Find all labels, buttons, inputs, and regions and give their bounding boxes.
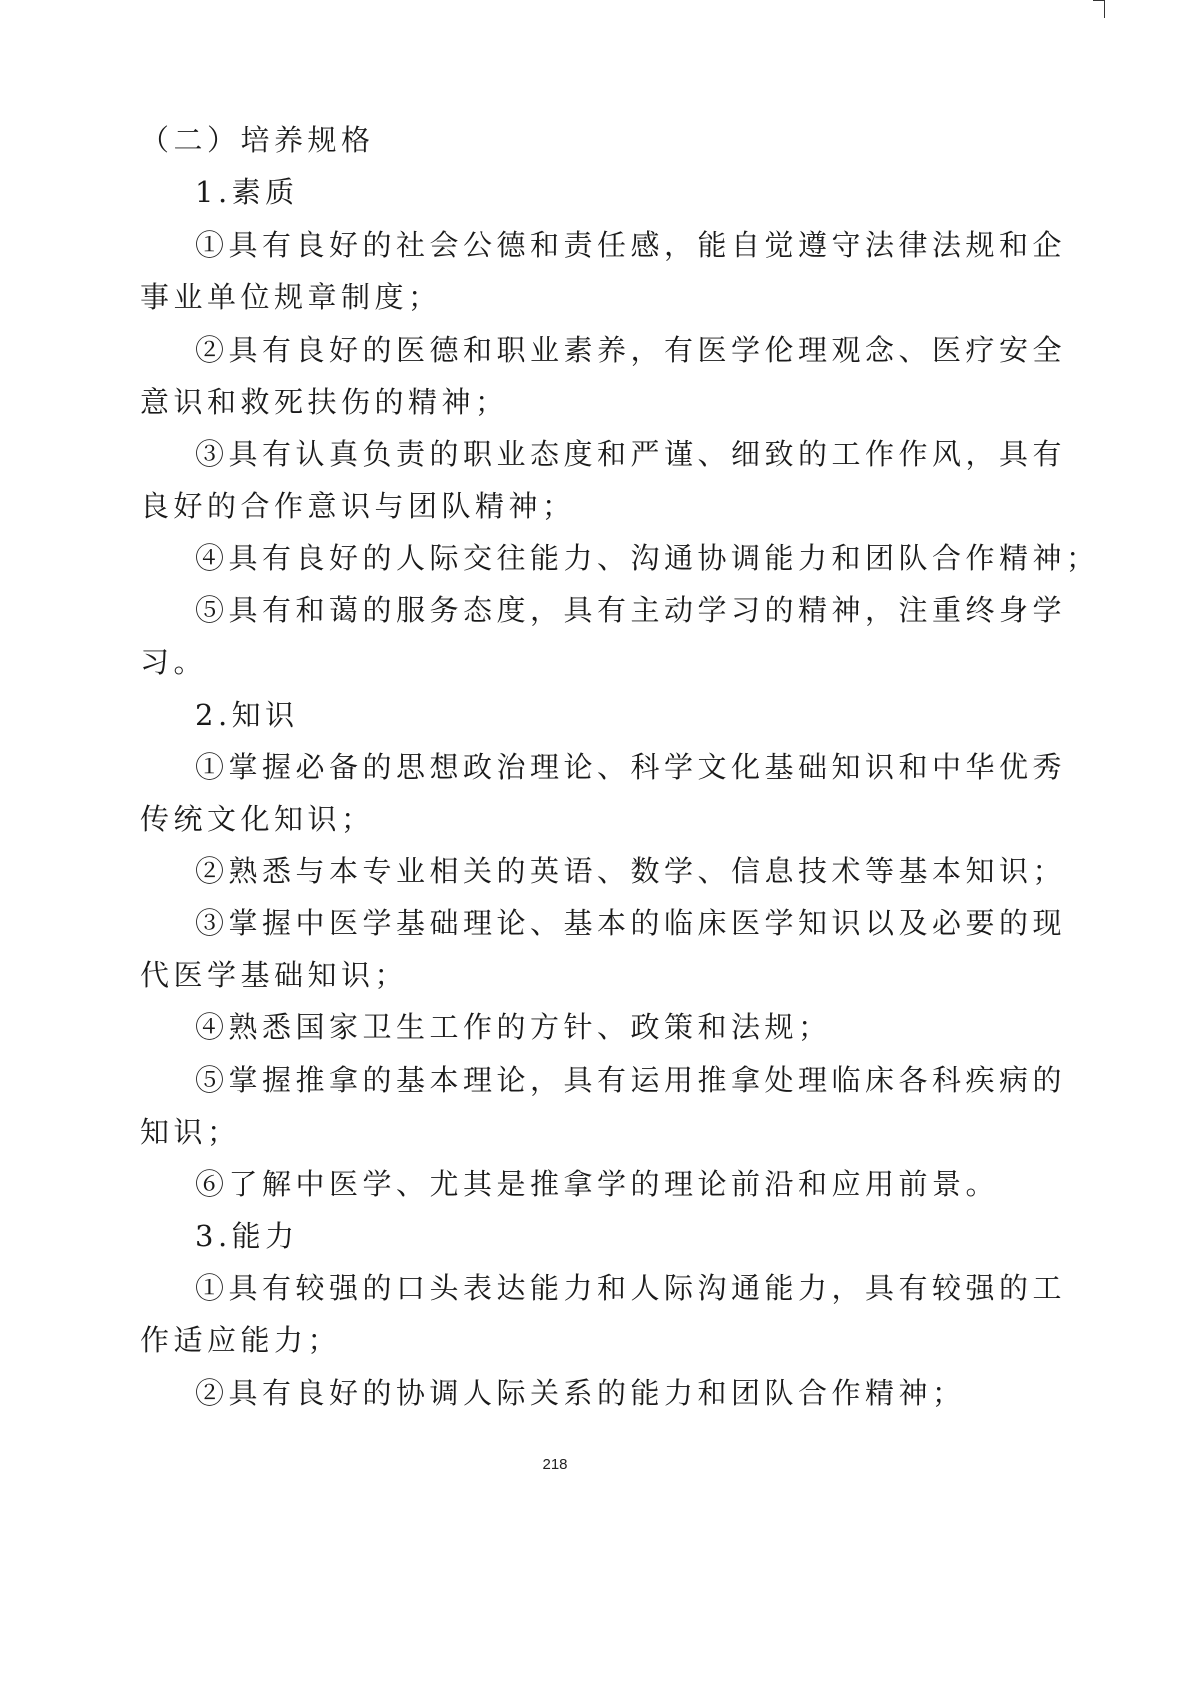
knowledge-item-4-line-1: ④熟悉国家卫生工作的方针、政策和法规； — [195, 1010, 832, 1044]
knowledge-item-6-line-1: ⑥了解中医学、尤其是推拿学的理论前沿和应用前景。 — [195, 1167, 1000, 1201]
knowledge-heading: 2.知识 — [195, 698, 299, 732]
knowledge-item-2-line-1: ②熟悉与本专业相关的英语、数学、信息技术等基本知识； — [195, 854, 1067, 888]
section-title: （二）培养规格 — [140, 123, 375, 157]
knowledge-item-5-line-1: ⑤掌握推拿的基本理论，具有运用推拿处理临床各科疾病的 — [195, 1063, 1067, 1097]
knowledge-item-1-line-1: ①掌握必备的思想政治理论、科学文化基础知识和中华优秀 — [195, 750, 1067, 784]
knowledge-item-3-line-1: ③掌握中医学基础理论、基本的临床医学知识以及必要的现 — [195, 906, 1067, 940]
quality-item-2-line-2: 意识和救死扶伤的精神； — [140, 385, 509, 419]
quality-item-3-line-2: 良好的合作意识与团队精神； — [140, 489, 576, 523]
quality-item-3-line-1: ③具有认真负责的职业态度和严谨、细致的工作作风，具有 — [195, 437, 1067, 471]
quality-item-1-line-1: ①具有良好的社会公德和责任感，能自觉遵守法律法规和企 — [195, 228, 1067, 262]
quality-item-1-line-2: 事业单位规章制度； — [140, 280, 442, 314]
quality-item-4-line-1: ④具有良好的人际交往能力、沟通协调能力和团队合作精神； — [195, 541, 1100, 575]
knowledge-item-5-line-2: 知识； — [140, 1115, 241, 1149]
ability-item-1-line-2: 作适应能力； — [140, 1323, 342, 1357]
quality-heading: 1.素质 — [195, 175, 299, 209]
quality-item-5-line-2: 习。 — [140, 645, 208, 679]
quality-item-2-line-1: ②具有良好的医德和职业素养，有医学伦理观念、医疗安全 — [195, 333, 1067, 367]
knowledge-item-3-line-2: 代医学基础知识； — [140, 958, 409, 992]
knowledge-item-1-line-2: 传统文化知识； — [140, 802, 375, 836]
quality-item-5-line-1: ⑤具有和蔼的服务态度，具有主动学习的精神，注重终身学 — [195, 593, 1067, 627]
ability-item-2-line-1: ②具有良好的协调人际关系的能力和团队合作精神； — [195, 1376, 966, 1410]
ability-heading: 3.能力 — [195, 1219, 299, 1253]
page-number: 218 — [542, 1456, 568, 1473]
ability-item-1-line-1: ①具有较强的口头表达能力和人际沟通能力，具有较强的工 — [195, 1271, 1067, 1305]
